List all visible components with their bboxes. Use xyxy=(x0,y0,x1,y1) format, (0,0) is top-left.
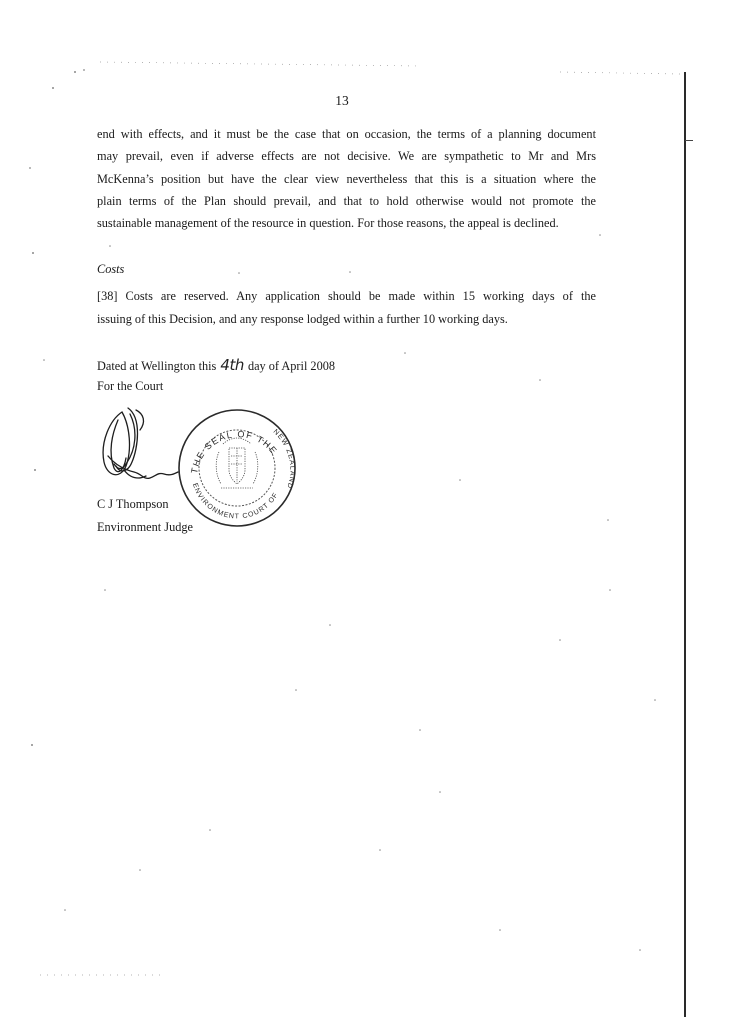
handwritten-day: 4th xyxy=(220,356,244,374)
seal-top-text: THE SEAL OF THE xyxy=(189,429,280,475)
page-number: 13 xyxy=(335,93,349,108)
seal-right-text: NEW ZEALAND xyxy=(271,428,296,490)
dated-line xyxy=(97,356,335,374)
paragraph-line: plain terms of the Plan should prevail, and that to hold otherwise would not promote the xyxy=(97,193,596,208)
paragraph-line: may prevail, even if adverse effects are not decisive. We are sympathetic to Mr and Mrs xyxy=(97,149,596,164)
scan-edge-line xyxy=(684,72,686,1017)
judge-signature xyxy=(92,400,182,495)
judge-title: Environment Judge xyxy=(97,520,193,534)
costs-line: [38] Costs are reserved. Any application should be made within 15 working days of the xyxy=(97,289,596,303)
costs-heading: Costs xyxy=(97,262,125,276)
for-the-court: For the Court xyxy=(97,379,164,393)
scan-edge-tick xyxy=(685,140,693,141)
decision-paragraph xyxy=(97,123,596,234)
costs-paragraph xyxy=(97,285,596,331)
paragraph-line: end with effects, and it must be the case that on occasion, the terms of a planning document xyxy=(97,127,596,141)
dated-prefix: Dated at Wellington this xyxy=(97,359,217,373)
court-seal xyxy=(173,404,301,532)
paragraph-line: sustainable management of the resource in question. For those reasons, the appeal is declined. xyxy=(97,216,559,231)
seal-bottom-text: ENVIRONMENT COURT OF xyxy=(190,482,280,521)
costs-line: issuing of this Decision, and any response lodged within a further 10 working days. xyxy=(97,312,508,326)
dated-suffix: day of April 2008 xyxy=(247,359,336,373)
svg-text:THE SEAL OF THE xyxy=(189,429,280,474)
coat-of-arms-emblem xyxy=(216,438,258,488)
svg-text:NEW ZEALAND xyxy=(272,428,296,489)
paragraph-line: McKenna’s position but have the clear view nevertheless that this is a situation where the xyxy=(97,171,596,186)
judge-name: C J Thompson xyxy=(97,497,169,511)
